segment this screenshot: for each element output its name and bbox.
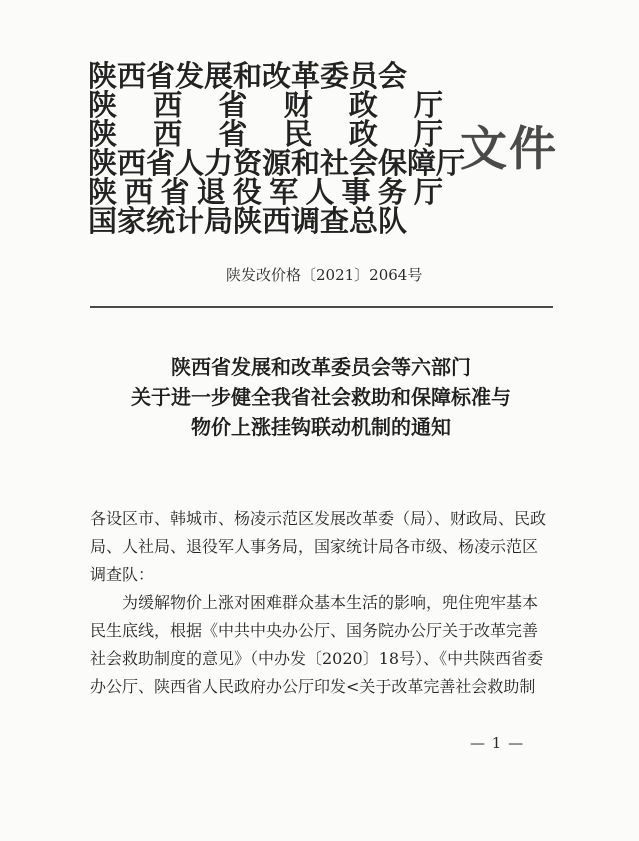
document-body [90, 505, 553, 701]
document-file-label: 文件 [460, 122, 558, 177]
agency-line: 国家统计局陕西调查总队 [88, 204, 408, 238]
title-line: 陕西省发展和改革委员会等六部门 [171, 355, 471, 379]
body-line: 为缓解物价上涨对困难群众基本生活的影响，兜住兜牢基本 [122, 593, 539, 612]
agency-line: 陕西省民政厅 [88, 117, 443, 151]
document-number: 陕发改价格〔2021〕2064号 [226, 266, 423, 284]
agency-line: 陕西省退役军人事务厅 [88, 175, 443, 209]
title-line: 物价上涨挂钩联动机制的通知 [191, 415, 451, 439]
page-number: — 1 — [470, 734, 525, 752]
agency-line: 陕西省财政厅 [88, 88, 443, 122]
body-line: 民生底线，根据《中共中央办公厅、国务院办公厅关于改革完善 [90, 621, 539, 640]
issuing-agencies [88, 59, 466, 238]
body-line: 各设区市、韩城市、杨凌示范区发展改革委（局）、财政局、民政 [90, 509, 547, 528]
header-divider [90, 306, 553, 308]
body-line: 办公厅、陕西省人民政府办公厅印发<关于改革完善社会救助制 [90, 677, 536, 696]
agency-line: 陕西省发展和改革委员会 [88, 59, 408, 93]
document-header [88, 59, 558, 252]
document-title [86, 352, 556, 442]
title-line: 关于进一步健全我省社会救助和保障标准与 [131, 385, 511, 409]
body-line: 局、人社局、退役军人事务局，国家统计局各市级、杨凌示范区 [90, 537, 539, 556]
body-line: 调查队： [90, 565, 155, 584]
agency-line: 陕西省人力资源和社会保障厅 [88, 146, 466, 180]
body-line: 社会救助制度的意见》（中办发〔2020〕18号）、《中共陕西省委 [90, 649, 544, 668]
